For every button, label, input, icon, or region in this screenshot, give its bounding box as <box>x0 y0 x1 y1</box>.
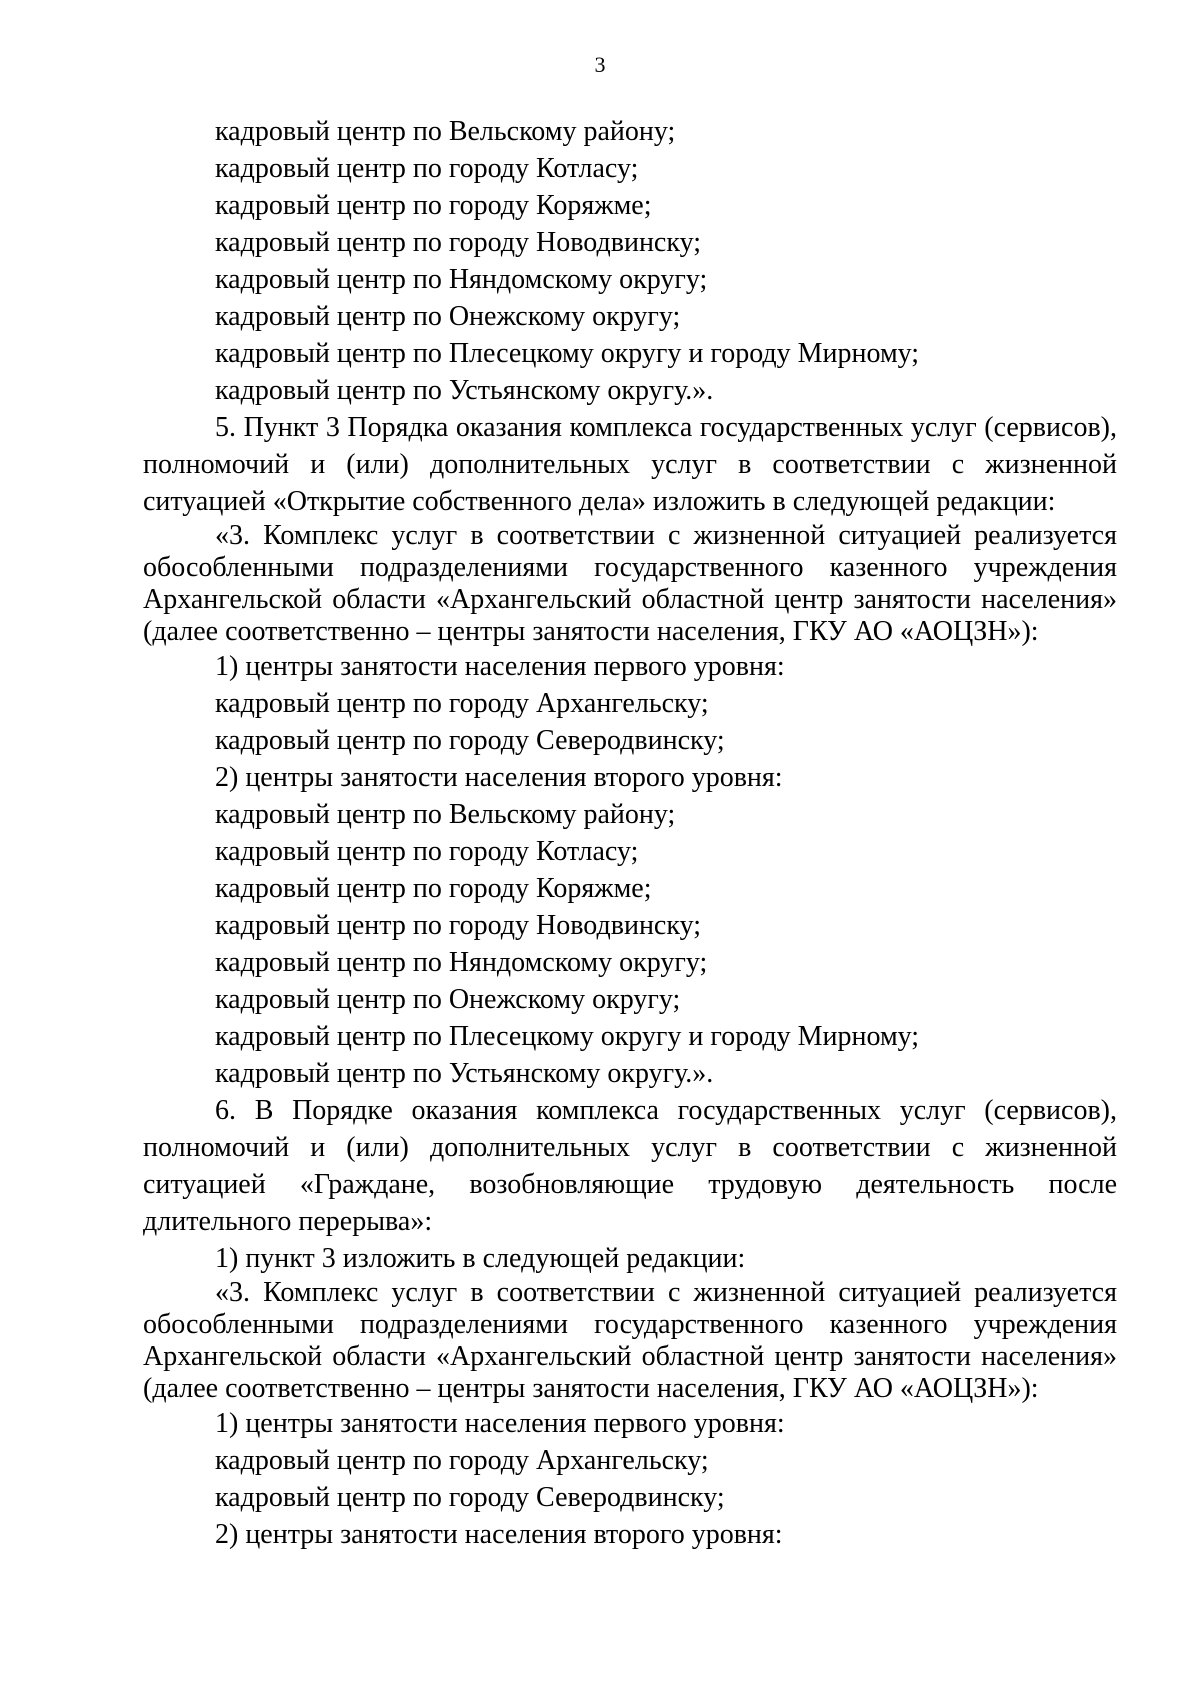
page-number: 3 <box>594 52 606 77</box>
list-item: кадровый центр по Устьянскому округу.». <box>215 375 714 406</box>
list-item: кадровый центр по городу Архангельску; <box>215 688 709 719</box>
list-heading: 2) центры занятости населения второго уровня: <box>215 762 783 793</box>
paragraph-line: обособленными подразделениями государственного казенного учреждения <box>143 1309 1117 1340</box>
paragraph-line: 6. В Порядке оказания комплекса государственных услуг (сервисов), <box>215 1095 1117 1126</box>
list-item: кадровый центр по Устьянскому округу.». <box>215 1058 714 1089</box>
list-item: кадровый центр по городу Новодвинску; <box>215 227 701 258</box>
list-item: кадровый центр по городу Котласу; <box>215 153 639 184</box>
list-item: кадровый центр по Плесецкому округу и городу Мирному; <box>215 1021 920 1052</box>
list-item: кадровый центр по Вельскому району; <box>215 799 676 830</box>
list-item: кадровый центр по городу Архангельску; <box>215 1445 709 1476</box>
paragraph-line: «3. Комплекс услуг в соответствии с жизненной ситуацией реализуется <box>215 520 1117 551</box>
list-heading: 1) центры занятости населения первого уровня: <box>215 1408 785 1439</box>
list-item: кадровый центр по Вельскому району; <box>215 116 676 147</box>
list-item: кадровый центр по городу Коряжме; <box>215 873 652 904</box>
list-item: кадровый центр по городу Котласу; <box>215 836 639 867</box>
document-body <box>143 113 1117 1553</box>
list-item: кадровый центр по Онежскому округу; <box>215 301 681 332</box>
list-item: кадровый центр по Онежскому округу; <box>215 984 681 1015</box>
paragraph-line: (далее соответственно – центры занятости населения, ГКУ АО «АОЦЗН»): <box>143 1373 1039 1404</box>
paragraph-line: полномочий и (или) дополнительных услуг в соответствии с жизненной <box>143 1132 1117 1163</box>
paragraph-line: ситуацией «Открытие собственного дела» изложить в следующей редакции: <box>143 486 1056 517</box>
list-item: кадровый центр по Плесецкому округу и городу Мирному; <box>215 338 920 369</box>
list-item: кадровый центр по городу Коряжме; <box>215 190 652 221</box>
paragraph-line: обособленными подразделениями государственного казенного учреждения <box>143 552 1117 583</box>
paragraph-line: Архангельской области «Архангельский областной центр занятости населения» <box>143 1341 1117 1372</box>
paragraph-line: длительного перерыва»: <box>143 1206 433 1237</box>
list-item: кадровый центр по Няндомскому округу; <box>215 947 708 978</box>
list-heading: 2) центры занятости населения второго уровня: <box>215 1519 783 1550</box>
paragraph-line: Архангельской области «Архангельский областной центр занятости населения» <box>143 584 1117 615</box>
list-item: кадровый центр по городу Новодвинску; <box>215 910 701 941</box>
list-item: кадровый центр по Няндомскому округу; <box>215 264 708 295</box>
list-item: кадровый центр по городу Северодвинску; <box>215 1482 725 1513</box>
paragraph-line: 5. Пункт 3 Порядка оказания комплекса государственных услуг (сервисов), <box>215 412 1117 443</box>
paragraph-line: ситуацией «Граждане, возобновляющие трудовую деятельность после <box>143 1169 1117 1200</box>
paragraph-line: (далее соответственно – центры занятости населения, ГКУ АО «АОЦЗН»): <box>143 616 1039 647</box>
paragraph-line: «3. Комплекс услуг в соответствии с жизненной ситуацией реализуется <box>215 1277 1117 1308</box>
list-heading: 1) центры занятости населения первого уровня: <box>215 651 785 682</box>
list-item: кадровый центр по городу Северодвинску; <box>215 725 725 756</box>
list-heading: 1) пункт 3 изложить в следующей редакции: <box>215 1243 746 1274</box>
paragraph-line: полномочий и (или) дополнительных услуг в соответствии с жизненной <box>143 449 1117 480</box>
